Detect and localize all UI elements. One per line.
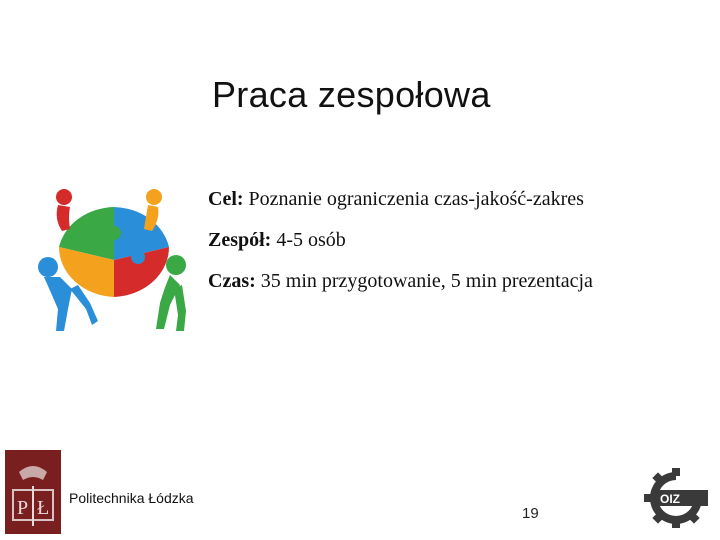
oiz-logo-text: OIZ [660,492,680,506]
red-figure [56,189,72,231]
svg-text:P: P [17,497,29,519]
page-number: 19 [522,505,539,522]
goal-line [208,184,708,225]
crest-graphic [5,450,61,534]
university-name: Politechnika Łódzka [69,490,194,506]
orange-figure [144,189,162,231]
university-logo [5,450,205,534]
time-line [208,266,708,307]
team-text: 4-5 osób [271,229,346,251]
goal-label: Cel: [208,188,244,210]
time-label: Czas: [208,270,256,292]
team-label: Zespół: [208,229,272,251]
content-list [208,184,708,307]
slide-title: Praca zespołowa [212,74,491,115]
time-text: 35 min przygotowanie, 5 min prezentacja [255,270,593,292]
university-crest-icon [5,450,61,534]
goal-text: Poznanie ograniczenia czas-jakość-zakres [243,188,584,210]
gear-logo-icon [636,468,716,528]
team-puzzle-icon [34,185,194,335]
team-line [208,225,708,266]
svg-text:Ł: Ł [37,497,50,519]
